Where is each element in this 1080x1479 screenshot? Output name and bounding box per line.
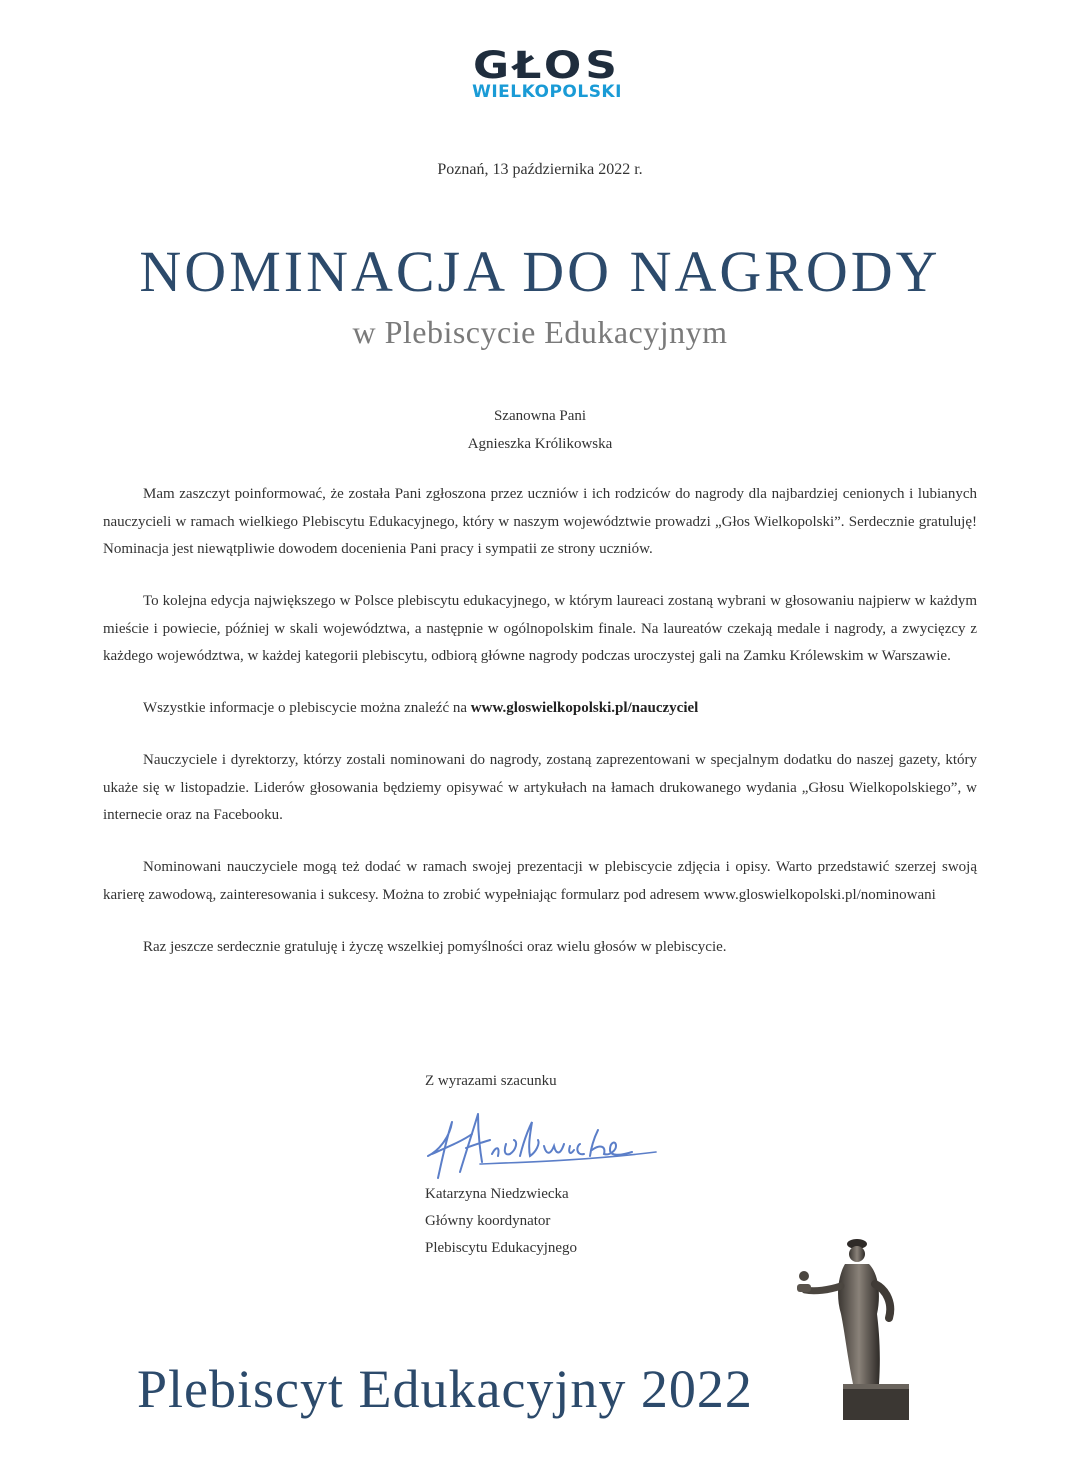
signer-role: Główny koordynator: [425, 1213, 551, 1229]
body-paragraph: Mam zaszczyt poinformować, że została Pani zgłoszona przez uczniów i ich rodziców do nagrody dla najbardziej cenionych i lubianych nauczycieli w ramach wielkiego Plebiscytu Edukacyjnego, który w naszym województwie prowadzi „Głos Wielkopolski”. Serdecznie gratuluję! Nominacja jest niewątpliwie dowodem docenienia Pani pracy i sympatii ze strony uczniów.: [103, 486, 977, 557]
info-paragraph: [103, 695, 977, 723]
logo-top-text: GŁOS: [473, 43, 621, 88]
statuette-image: [795, 1234, 915, 1424]
body-paragraph: Nominowani nauczyciele mogą też dodać w ramach swojej prezentacji w plebiscycie zdjęcia i opisy. Warto przedstawić szerzej swoją karierę zawodową, zainteresowania i sukcesy. Można to zrobić wypełniając formularz pod adresem www.gloswielkopolski.pl/nominowani: [103, 859, 977, 903]
body-paragraph: Raz jeszcze serdecznie gratuluję i życzę wszelkiej pomyślności oraz wielu głosów w plebiscycie.: [143, 938, 727, 955]
signer-block: [425, 1181, 577, 1262]
signer-name: Katarzyna Niedzwiecka: [425, 1186, 569, 1202]
letter-subtitle: w Plebiscycie Edukacyjnym: [352, 314, 728, 350]
logo-bottom-text: WIELKOPOLSKI: [472, 82, 622, 102]
letter-body: [103, 481, 977, 986]
letter-date: Poznań, 13 października 2022 r.: [437, 161, 643, 178]
footer-title: Plebiscyt Edukacyjny 2022: [137, 1359, 753, 1419]
body-paragraph: Nauczyciele i dyrektorzy, którzy zostali nominowani do nagrody, zostaną zaprezentowani w specjalnym dodatku do naszej gazety, który ukaże się w listopadzie. Liderów głosowania będziemy opisywać w artykułach na łamach drukowanego wydania „Głosu Wielkopolskiego”, w internecie oraz na Facebooku.: [103, 752, 977, 823]
info-link: www.gloswielkopolski.pl/nauczyciel: [470, 700, 699, 716]
handwritten-signature: [420, 1100, 660, 1186]
newspaper-logo: [444, 43, 650, 106]
letter-title: NOMINACJA DO NAGRODY: [139, 239, 941, 304]
salutation: [0, 402, 1080, 458]
salutation-line: Szanowna Pani: [493, 408, 587, 424]
closing-line: Z wyrazami szacunku: [425, 1073, 557, 1089]
signer-org: Plebiscytu Edukacyjnego: [425, 1240, 578, 1256]
recipient-name: Agnieszka Królikowska: [467, 436, 613, 452]
body-paragraph: To kolejna edycja największego w Polsce plebiscytu edukacyjnego, w którym laureaci zostaną wybrani w głosowaniu najpierw w każdym mieście i powiecie, później w skali województwa, a następnie w ogólnopolskim finale. Na laureatów czekają medale i nagrody, a zwycięzcy z każdego województwa, w każdej kategorii plebiscytu, odbiorą główne nagrody podczas uroczystej gali na Zamku Królewskim w Warszawie.: [103, 593, 977, 664]
info-text: Wszystkie informacje o plebiscycie można znaleźć na: [143, 700, 471, 716]
